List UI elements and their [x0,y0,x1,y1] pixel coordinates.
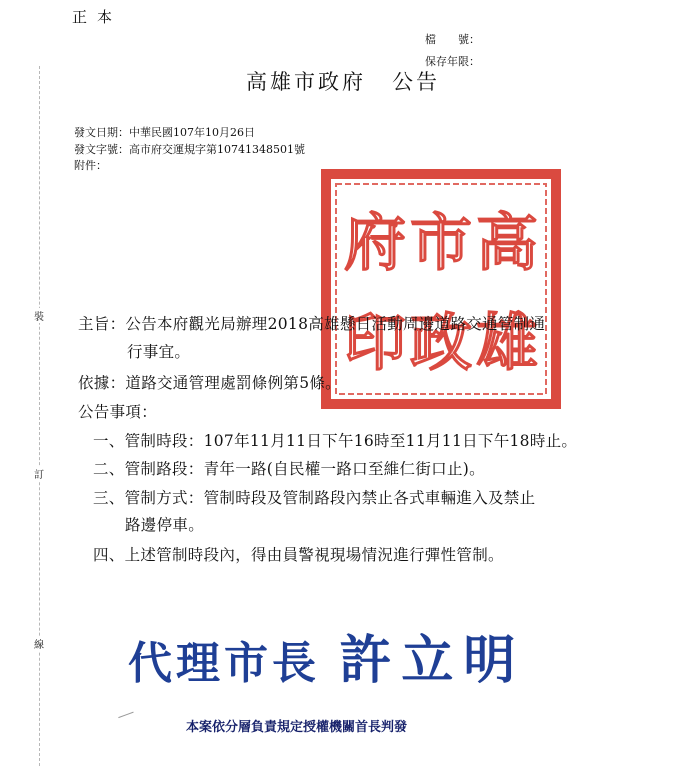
issue-date: 發文日期：中華民國107年10月26日 [74,126,255,139]
binding-mark-stitch: 訂 [34,466,44,481]
signature-name: 許立明 [339,631,526,691]
mayor-signature-stamp [128,618,525,693]
attachment-label: 附件： [74,159,107,172]
basis-line: 依據：道路交通管理處罰條例第5條。 [78,374,341,392]
binding-mark-bind: 裝 [34,308,44,323]
seal-char: 雄 [475,306,539,379]
notice-heading: 公告事項： [78,403,158,421]
archive-number-label: 檔 號： [425,33,480,46]
seal-char: 印 [343,306,407,379]
notice-item-3-line-1: 三、管制方式：管制時段及管制路段內禁止各式車輛進入及禁止 [93,489,536,507]
notice-item-3-line-2: 路邊停車。 [125,516,205,534]
document-title [246,66,440,96]
binding-mark-line: 線 [34,636,44,651]
seal-char: 政 [409,306,473,379]
binding-line [39,66,40,766]
seal-char: 市 [409,206,473,279]
delegation-footnote: 本案依分層負責規定授權機關首長判發 [186,720,408,735]
notice-item-4: 四、上述管制時段內，得由員警視現場情況進行彈性管制。 [93,546,504,564]
copy-mark: 正本 [72,8,123,26]
seal-char: 高 [475,206,539,279]
subject-line-2: 行事宜。 [127,343,191,361]
subject-line-1: 主旨：公告本府觀光局辦理2018高雄懸日活動周邊道路交通管制通 [78,315,546,333]
official-seal [320,168,562,410]
retention-period-label: 保存年限： [425,55,480,68]
title-organization: 高雄市政府 [246,70,366,94]
margin-mark [118,712,137,730]
notice-item-2: 二、管制路段：青年一路(自民權一路口至維仁街口止)。 [93,460,485,478]
title-doc-type: 公告 [392,70,440,94]
issue-number: 發文字號：高市府交運規字第10741348501號 [74,143,305,156]
signature-title: 代理市長 [128,638,320,689]
notice-item-1: 一、管制時段：107年11月11日下午16時至11月11日下午18時止。 [93,432,578,450]
seal-char: 府 [343,206,407,279]
